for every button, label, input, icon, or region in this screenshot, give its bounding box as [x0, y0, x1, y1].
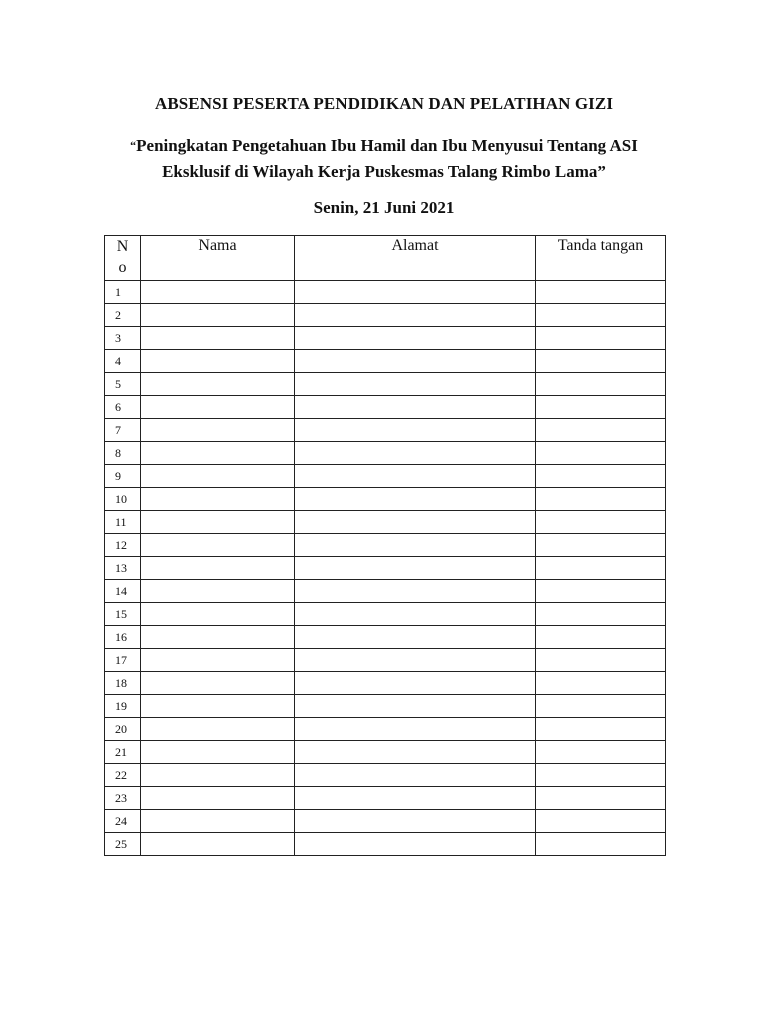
table-row — [105, 419, 666, 442]
cell-alamat — [295, 534, 536, 557]
table-row — [105, 511, 666, 534]
cell-tanda-tangan — [536, 741, 666, 764]
header-tanda-tangan: Tanda tangan — [536, 236, 666, 281]
cell-nama — [141, 810, 295, 833]
cell-nama — [141, 833, 295, 856]
cell-tanda-tangan — [536, 557, 666, 580]
table-body — [105, 281, 666, 856]
table-header-row — [105, 236, 666, 281]
cell-nama — [141, 488, 295, 511]
cell-alamat — [295, 488, 536, 511]
table-row — [105, 557, 666, 580]
cell-no: 16 — [105, 626, 141, 649]
cell-no: 1 — [105, 281, 141, 304]
table-row — [105, 442, 666, 465]
cell-no: 24 — [105, 810, 141, 833]
cell-alamat — [295, 327, 536, 350]
cell-tanda-tangan — [536, 511, 666, 534]
cell-tanda-tangan — [536, 603, 666, 626]
table-row — [105, 764, 666, 787]
cell-alamat — [295, 465, 536, 488]
cell-tanda-tangan — [536, 672, 666, 695]
cell-no: 25 — [105, 833, 141, 856]
cell-no: 6 — [105, 396, 141, 419]
cell-no: 8 — [105, 442, 141, 465]
cell-nama — [141, 327, 295, 350]
cell-tanda-tangan — [536, 396, 666, 419]
table-row — [105, 396, 666, 419]
cell-no: 9 — [105, 465, 141, 488]
cell-tanda-tangan — [536, 350, 666, 373]
cell-tanda-tangan — [536, 442, 666, 465]
cell-alamat — [295, 603, 536, 626]
cell-tanda-tangan — [536, 764, 666, 787]
cell-tanda-tangan — [536, 626, 666, 649]
header-no — [105, 236, 141, 281]
cell-no: 17 — [105, 649, 141, 672]
document-title: ABSENSI PESERTA PENDIDIKAN DAN PELATIHAN GIZI — [154, 94, 614, 113]
cell-no: 22 — [105, 764, 141, 787]
cell-alamat — [295, 580, 536, 603]
cell-tanda-tangan — [536, 327, 666, 350]
cell-no: 10 — [105, 488, 141, 511]
cell-alamat — [295, 718, 536, 741]
table-row — [105, 350, 666, 373]
table-row — [105, 580, 666, 603]
table-row — [105, 465, 666, 488]
cell-nama — [141, 764, 295, 787]
cell-nama — [141, 557, 295, 580]
cell-tanda-tangan — [536, 488, 666, 511]
table-row — [105, 672, 666, 695]
cell-nama — [141, 718, 295, 741]
cell-alamat — [295, 741, 536, 764]
cell-alamat — [295, 304, 536, 327]
cell-alamat — [295, 764, 536, 787]
cell-alamat — [295, 442, 536, 465]
cell-nama — [141, 373, 295, 396]
cell-tanda-tangan — [536, 787, 666, 810]
cell-tanda-tangan — [536, 580, 666, 603]
cell-nama — [141, 396, 295, 419]
cell-no: 20 — [105, 718, 141, 741]
table-row — [105, 304, 666, 327]
cell-nama — [141, 787, 295, 810]
cell-alamat — [295, 281, 536, 304]
cell-alamat — [295, 695, 536, 718]
cell-alamat — [295, 557, 536, 580]
cell-nama — [141, 419, 295, 442]
table-row — [105, 718, 666, 741]
cell-nama — [141, 741, 295, 764]
cell-no: 2 — [105, 304, 141, 327]
cell-tanda-tangan — [536, 718, 666, 741]
document-subtitle — [84, 132, 684, 185]
cell-nama — [141, 511, 295, 534]
table-row — [105, 810, 666, 833]
header-alamat: Alamat — [295, 236, 536, 281]
cell-nama — [141, 603, 295, 626]
document-date: Senin, 21 Juni 2021 — [313, 198, 455, 217]
cell-alamat — [295, 511, 536, 534]
table-row — [105, 626, 666, 649]
cell-no: 23 — [105, 787, 141, 810]
table-row — [105, 695, 666, 718]
cell-tanda-tangan — [536, 649, 666, 672]
cell-tanda-tangan — [536, 304, 666, 327]
table-row — [105, 534, 666, 557]
table-row — [105, 787, 666, 810]
cell-tanda-tangan — [536, 534, 666, 557]
cell-alamat — [295, 626, 536, 649]
cell-no: 18 — [105, 672, 141, 695]
table-row — [105, 649, 666, 672]
cell-no: 19 — [105, 695, 141, 718]
cell-no: 11 — [105, 511, 141, 534]
attendance-table — [104, 235, 666, 856]
cell-alamat — [295, 810, 536, 833]
header-nama: Nama — [141, 236, 295, 281]
table-row — [105, 833, 666, 856]
header-no-line-2: o — [118, 259, 127, 276]
cell-tanda-tangan — [536, 833, 666, 856]
cell-no: 13 — [105, 557, 141, 580]
cell-tanda-tangan — [536, 373, 666, 396]
table-row — [105, 327, 666, 350]
subtitle-line-1: Peningkatan Pengetahuan Ibu Hamil dan Ibu Menyusui Tentang ASI — [136, 136, 638, 155]
cell-nama — [141, 695, 295, 718]
cell-nama — [141, 580, 295, 603]
cell-alamat — [295, 419, 536, 442]
cell-tanda-tangan — [536, 810, 666, 833]
cell-tanda-tangan — [536, 281, 666, 304]
cell-no: 12 — [105, 534, 141, 557]
cell-nama — [141, 626, 295, 649]
cell-alamat — [295, 672, 536, 695]
cell-alamat — [295, 649, 536, 672]
cell-tanda-tangan — [536, 695, 666, 718]
cell-nama — [141, 534, 295, 557]
table-row — [105, 281, 666, 304]
cell-alamat — [295, 350, 536, 373]
table-row — [105, 603, 666, 626]
cell-tanda-tangan — [536, 465, 666, 488]
cell-no: 5 — [105, 373, 141, 396]
cell-no: 7 — [105, 419, 141, 442]
header-no-line-1: N — [116, 238, 129, 255]
table-row — [105, 373, 666, 396]
cell-alamat — [295, 373, 536, 396]
cell-nama — [141, 672, 295, 695]
cell-nama — [141, 281, 295, 304]
cell-no: 3 — [105, 327, 141, 350]
cell-no: 15 — [105, 603, 141, 626]
cell-tanda-tangan — [536, 419, 666, 442]
cell-nama — [141, 649, 295, 672]
subtitle-line-2: Eksklusif di Wilayah Kerja Puskesmas Talang Rimbo Lama” — [162, 162, 606, 181]
cell-nama — [141, 304, 295, 327]
cell-no: 14 — [105, 580, 141, 603]
cell-nama — [141, 465, 295, 488]
cell-alamat — [295, 833, 536, 856]
cell-no: 21 — [105, 741, 141, 764]
cell-alamat — [295, 396, 536, 419]
subtitle-quote-open: “ — [130, 138, 137, 152]
table-row — [105, 741, 666, 764]
cell-nama — [141, 350, 295, 373]
cell-nama — [141, 442, 295, 465]
cell-alamat — [295, 787, 536, 810]
cell-no: 4 — [105, 350, 141, 373]
table-row — [105, 488, 666, 511]
